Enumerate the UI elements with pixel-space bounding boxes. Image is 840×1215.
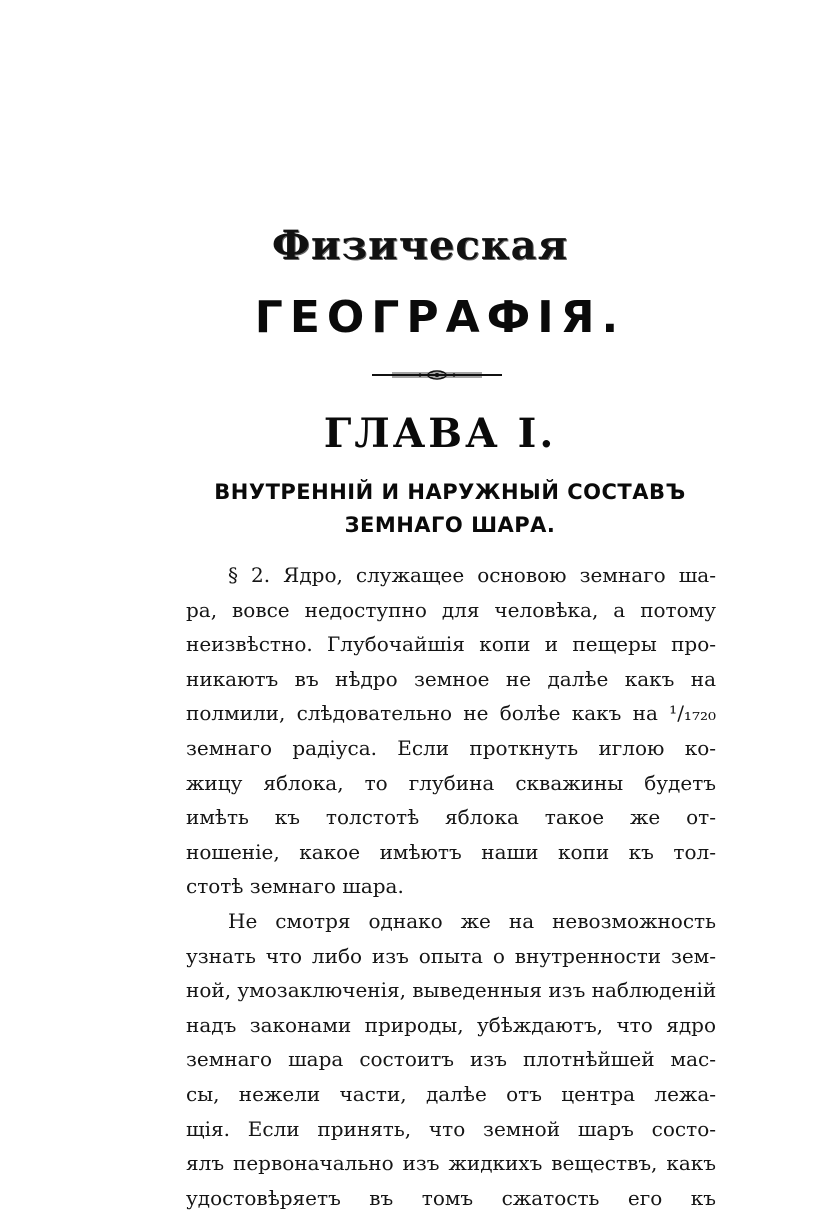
text-line: § 2. Ядро, служащее основою земнаго ша- (228, 563, 716, 587)
subtitle-line-1: ВНУТРЕННІЙ И НАРУЖНЫЙ СОСТАВЪ (214, 480, 686, 504)
text-line: неизвѣстно. Глубочайшія копи и пещеры про- (186, 632, 716, 657)
text-line: стотѣ земнаго шара. (186, 874, 404, 899)
text-line: жицу яблока, то глубина скважины будетъ (186, 770, 716, 795)
text-line: земнаго радіуса. Если проткнуть иглою ко- (186, 735, 716, 760)
text-line: ношеніе, какое имѣютъ наши копи къ тол- (186, 839, 716, 864)
ornament-divider (372, 368, 502, 382)
text-line: имѣть къ толстотѣ яблока такое же от- (186, 805, 716, 830)
title-line-1: Физическая (271, 222, 569, 269)
subtitle-line-2: ЗЕМНАГО ШАРА. (344, 513, 556, 537)
text-line: ра, вовсе недоступно для человѣка, а потому (186, 597, 716, 622)
title-line-2: ГЕОГРАФІЯ. (254, 292, 626, 343)
text-line: ялъ первоначально изъ жидкихъ веществъ, какъ (186, 1151, 716, 1176)
chapter-heading: ГЛАВА I. (323, 410, 557, 457)
text-line: ной, умозаключенія, выведенныя изъ наблюденій (186, 978, 717, 1003)
body-text (186, 558, 716, 1215)
text-line: земнаго шара состоитъ изъ плотнѣйшей мас- (186, 1047, 716, 1072)
text-line: узнать что либо изъ опыта о внутренности зем- (186, 943, 716, 968)
text-line: щія. Если принять, что земной шаръ состо- (186, 1116, 716, 1141)
text-line: надъ законами природы, убѣждаютъ, что ядро (186, 1012, 716, 1037)
chapter-subtitle (150, 476, 750, 542)
text-line: никаютъ въ нѣдро земное не далѣе какъ на (186, 666, 716, 691)
text-line: удостовѣряетъ въ томъ сжатость его къ (186, 1185, 716, 1210)
text-line: сы, нежели части, далѣе отъ центра лежа- (186, 1081, 716, 1106)
text-line: полмили, слѣдовательно не болѣе какъ на ¹/₁₇₂₀ (186, 701, 716, 726)
text-line: Не смотря однако же на невозможность (228, 908, 716, 933)
